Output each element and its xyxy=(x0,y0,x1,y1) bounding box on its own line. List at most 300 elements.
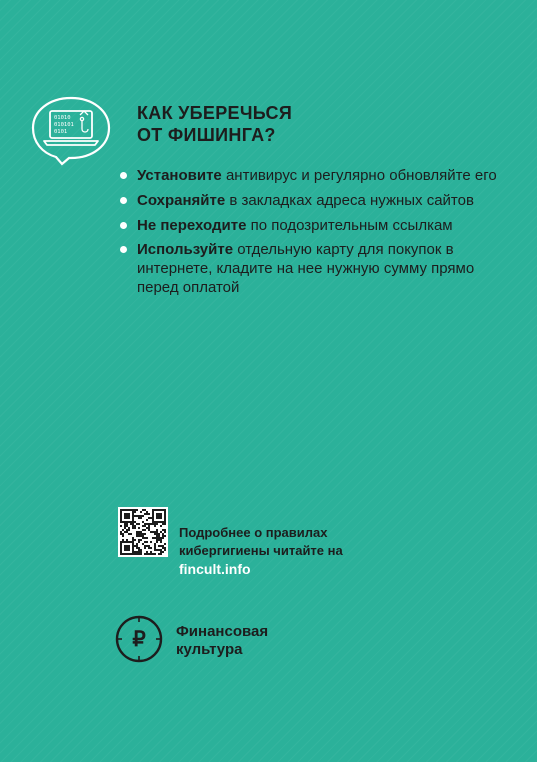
qr-module xyxy=(162,533,164,535)
qr-module xyxy=(120,551,122,553)
qr-module xyxy=(128,541,130,543)
qr-module xyxy=(128,509,130,511)
qr-module xyxy=(162,537,164,539)
qr-module xyxy=(152,519,154,521)
qr-module xyxy=(126,521,128,523)
qr-module xyxy=(128,545,130,547)
qr-module xyxy=(158,549,160,551)
qr-module xyxy=(124,553,126,555)
qr-module xyxy=(140,533,142,535)
qr-module xyxy=(150,523,152,525)
qr-module xyxy=(134,509,136,511)
fishing-hook-icon xyxy=(80,111,88,132)
qr-module xyxy=(138,527,140,529)
qr-module xyxy=(128,547,130,549)
icon-binary-line-3: 0101 xyxy=(54,129,68,135)
qr-module xyxy=(126,539,128,541)
qr-module xyxy=(132,545,134,547)
qr-module xyxy=(124,513,126,515)
qr-module xyxy=(132,551,134,553)
tips-list xyxy=(120,166,515,303)
qr-module xyxy=(160,525,162,527)
qr-module xyxy=(160,531,162,533)
qr-module xyxy=(126,531,128,533)
icon-binary-line-1: 01010 xyxy=(54,115,71,121)
qr-module xyxy=(132,523,134,525)
qr-caption-text: кибергигиены читайте на xyxy=(179,543,343,558)
qr-module xyxy=(148,513,150,515)
qr-module xyxy=(162,535,164,537)
qr-module xyxy=(154,509,156,511)
qr-module xyxy=(132,537,134,539)
qr-module xyxy=(156,537,158,539)
bullet-dot xyxy=(120,172,127,179)
qr-module xyxy=(132,521,134,523)
qr-module xyxy=(130,509,132,511)
logo-line-2: культура xyxy=(176,641,243,658)
qr-module xyxy=(164,509,166,511)
qr-module xyxy=(140,531,142,533)
qr-module xyxy=(150,547,152,549)
qr-module xyxy=(128,533,130,535)
qr-module xyxy=(124,549,126,551)
qr-module xyxy=(138,523,140,525)
qr-module xyxy=(126,517,128,519)
qr-module xyxy=(120,519,122,521)
qr-module xyxy=(140,551,142,553)
qr-module xyxy=(148,547,150,549)
qr-module xyxy=(146,553,148,555)
qr-module xyxy=(152,537,154,539)
qr-module xyxy=(158,535,160,537)
qr-module xyxy=(128,515,130,517)
qr-module xyxy=(124,547,126,549)
qr-module xyxy=(154,525,156,527)
qr-module xyxy=(148,553,150,555)
qr-module xyxy=(132,511,134,513)
laptop-phishing-icon xyxy=(30,95,112,167)
qr-module xyxy=(146,513,148,515)
qr-module xyxy=(138,533,140,535)
qr-module xyxy=(140,553,142,555)
qr-module xyxy=(164,517,166,519)
qr-module xyxy=(134,553,136,555)
qr-module xyxy=(164,511,166,513)
qr-module xyxy=(160,509,162,511)
qr-module xyxy=(158,545,160,547)
qr-module xyxy=(122,539,124,541)
qr-module xyxy=(154,549,156,551)
qr-module xyxy=(160,515,162,517)
title-line-1: КАК УБЕРЕЧЬСЯ xyxy=(137,103,293,123)
qr-module xyxy=(156,517,158,519)
qr-module xyxy=(156,531,158,533)
qr-module xyxy=(158,553,160,555)
qr-module xyxy=(134,551,136,553)
qr-module xyxy=(136,545,138,547)
qr-module xyxy=(152,511,154,513)
qr-module xyxy=(120,517,122,519)
qr-module xyxy=(150,553,152,555)
qr-module xyxy=(132,515,134,517)
qr-module xyxy=(136,515,138,517)
qr-module xyxy=(154,547,156,549)
qr-module xyxy=(130,553,132,555)
qr-module xyxy=(150,541,152,543)
qr-module xyxy=(156,549,158,551)
tip-text: в закладках адреса нужных сайтов xyxy=(225,192,474,209)
qr-module xyxy=(120,521,122,523)
qr-module xyxy=(152,531,154,533)
qr-module xyxy=(144,529,146,531)
qr-module xyxy=(128,521,130,523)
qr-caption-line-1: Подробнее о правилах xyxy=(179,525,328,540)
qr-module xyxy=(132,509,134,511)
qr-module xyxy=(124,515,126,517)
qr-module xyxy=(138,517,140,519)
tip-strong: Используйте xyxy=(137,241,234,258)
qr-caption xyxy=(179,524,343,578)
qr-module xyxy=(156,515,158,517)
qr-module xyxy=(156,509,158,511)
qr-module xyxy=(152,521,154,523)
qr-module xyxy=(160,553,162,555)
qr-module xyxy=(164,531,166,533)
qr-module xyxy=(162,523,164,525)
qr-module xyxy=(122,541,124,543)
qr-module xyxy=(136,547,138,549)
qr-module xyxy=(144,537,146,539)
qr-module xyxy=(120,531,122,533)
qr-module xyxy=(136,535,138,537)
qr-module xyxy=(144,525,146,527)
qr-module xyxy=(134,539,136,541)
qr-module xyxy=(132,539,134,541)
qr-caption-line-2 xyxy=(179,542,343,578)
qr-module xyxy=(152,513,154,515)
qr-module xyxy=(130,523,132,525)
tip-text: отдельную карту для покупок в интернете, кладите на нее нужную сумму прямо перед оплатой xyxy=(137,241,475,296)
qr-module xyxy=(120,533,122,535)
qr-module xyxy=(128,529,130,531)
qr-module xyxy=(126,513,128,515)
qr-module xyxy=(154,543,156,545)
qr-module xyxy=(148,545,150,547)
qr-module xyxy=(162,545,164,547)
qr-module xyxy=(138,547,140,549)
qr-module xyxy=(142,543,144,545)
qr-module xyxy=(146,519,148,521)
qr-module xyxy=(128,549,130,551)
qr-module xyxy=(148,523,150,525)
qr-module xyxy=(134,511,136,513)
qr-module xyxy=(132,527,134,529)
qr-module xyxy=(120,513,122,515)
qr-module xyxy=(120,525,122,527)
qr-module xyxy=(158,513,160,515)
qr-module xyxy=(154,537,156,539)
qr-module xyxy=(144,509,146,511)
qr-module xyxy=(160,513,162,515)
qr-module xyxy=(158,509,160,511)
qr-module xyxy=(148,525,150,527)
qr-module xyxy=(146,545,148,547)
qr-module xyxy=(160,551,162,553)
qr-module xyxy=(126,545,128,547)
icon-binary-line-2: 010101 xyxy=(54,122,74,128)
qr-module xyxy=(120,543,122,545)
qr-module xyxy=(122,533,124,535)
qr-module xyxy=(124,509,126,511)
qr-module xyxy=(164,535,166,537)
bullet-dot xyxy=(120,246,127,253)
page-title xyxy=(137,102,292,146)
qr-module xyxy=(152,517,154,519)
qr-module xyxy=(124,531,126,533)
qr-module xyxy=(146,523,148,525)
qr-module xyxy=(158,515,160,517)
tip-text: антивирус и регулярно обновляйте его xyxy=(221,167,497,184)
qr-module xyxy=(142,525,144,527)
qr-module xyxy=(138,535,140,537)
logo-wordmark xyxy=(176,623,268,659)
qr-module xyxy=(140,511,142,513)
qr-module xyxy=(126,549,128,551)
qr-module xyxy=(134,527,136,529)
qr-module xyxy=(136,533,138,535)
tip-text: по подозрительным ссылкам xyxy=(246,217,453,234)
tip-item xyxy=(120,191,515,210)
qr-module xyxy=(164,543,166,545)
qr-module xyxy=(156,529,158,531)
qr-module xyxy=(132,519,134,521)
qr-module xyxy=(124,521,126,523)
qr-module xyxy=(136,523,138,525)
qr-module xyxy=(130,541,132,543)
qr-module xyxy=(122,509,124,511)
qr-module xyxy=(164,523,166,525)
qr-module xyxy=(144,541,146,543)
qr-module xyxy=(154,523,156,525)
qr-module xyxy=(120,553,122,555)
qr-module xyxy=(140,539,142,541)
qr-module xyxy=(132,553,134,555)
qr-module xyxy=(138,551,140,553)
qr-module xyxy=(144,513,146,515)
qr-module xyxy=(160,545,162,547)
qr-module xyxy=(128,517,130,519)
qr-module xyxy=(148,527,150,529)
qr-module xyxy=(132,547,134,549)
qr-module xyxy=(146,551,148,553)
qr-module xyxy=(126,541,128,543)
qr-code[interactable] xyxy=(118,507,168,557)
qr-module xyxy=(164,513,166,515)
tip-item xyxy=(120,240,515,297)
ruble-symbol: ₽ xyxy=(132,628,146,651)
qr-module xyxy=(156,521,158,523)
qr-module xyxy=(160,539,162,541)
qr-module xyxy=(134,525,136,527)
ruble-logo-icon xyxy=(115,615,163,663)
qr-module xyxy=(156,513,158,515)
qr-module xyxy=(158,521,160,523)
qr-module xyxy=(164,547,166,549)
qr-module xyxy=(146,511,148,513)
qr-module xyxy=(160,521,162,523)
qr-module xyxy=(154,553,156,555)
qr-module xyxy=(138,539,140,541)
qr-module xyxy=(146,527,148,529)
qr-module xyxy=(152,509,154,511)
qr-module xyxy=(144,523,146,525)
qr-module xyxy=(122,521,124,523)
qr-module xyxy=(142,509,144,511)
qr-module xyxy=(156,533,158,535)
qr-module xyxy=(138,531,140,533)
qr-module xyxy=(150,517,152,519)
qr-module xyxy=(132,513,134,515)
qr-module xyxy=(126,525,128,527)
title-line-2: ОТ ФИШИНГА? xyxy=(137,125,276,145)
qr-module xyxy=(158,533,160,535)
qr-module xyxy=(126,523,128,525)
fincult-link[interactable]: fincult.info xyxy=(179,561,251,577)
qr-module xyxy=(158,537,160,539)
qr-module xyxy=(164,515,166,517)
qr-module xyxy=(142,535,144,537)
qr-module xyxy=(140,517,142,519)
qr-module xyxy=(164,521,166,523)
qr-module xyxy=(126,553,128,555)
qr-module xyxy=(158,517,160,519)
qr-module xyxy=(142,537,144,539)
qr-module xyxy=(142,529,144,531)
qr-module xyxy=(164,529,166,531)
qr-module xyxy=(130,521,132,523)
qr-module xyxy=(138,515,140,517)
qr-module xyxy=(140,549,142,551)
qr-module xyxy=(142,515,144,517)
qr-module xyxy=(136,551,138,553)
qr-module xyxy=(126,509,128,511)
qr-module xyxy=(124,527,126,529)
qr-module xyxy=(150,551,152,553)
bullet-dot xyxy=(120,222,127,229)
qr-module xyxy=(134,545,136,547)
qr-module xyxy=(156,523,158,525)
tip-strong: Установите xyxy=(137,167,222,184)
qr-module xyxy=(132,549,134,551)
qr-module xyxy=(134,521,136,523)
qr-module xyxy=(154,521,156,523)
logo-line-1: Финансовая xyxy=(176,623,269,640)
qr-module xyxy=(156,539,158,541)
qr-module xyxy=(148,517,150,519)
qr-module xyxy=(154,531,156,533)
qr-module xyxy=(136,553,138,555)
qr-module xyxy=(146,541,148,543)
qr-module xyxy=(120,515,122,517)
qr-module xyxy=(142,521,144,523)
qr-module xyxy=(162,547,164,549)
qr-module xyxy=(122,553,124,555)
qr-module xyxy=(150,531,152,533)
qr-module xyxy=(120,547,122,549)
qr-module xyxy=(136,531,138,533)
qr-module xyxy=(132,543,134,545)
qr-module xyxy=(120,541,122,543)
qr-module xyxy=(124,517,126,519)
qr-module xyxy=(124,541,126,543)
qr-module xyxy=(162,529,164,531)
qr-module xyxy=(120,511,122,513)
qr-module xyxy=(128,553,130,555)
qr-module xyxy=(138,549,140,551)
qr-module xyxy=(126,547,128,549)
qr-module xyxy=(120,549,122,551)
qr-module xyxy=(152,515,154,517)
qr-module xyxy=(138,541,140,543)
qr-module xyxy=(128,527,130,529)
qr-module xyxy=(148,529,150,531)
qr-module xyxy=(142,533,144,535)
tip-strong: Сохраняйте xyxy=(137,192,226,209)
qr-module xyxy=(154,533,156,535)
qr-module xyxy=(136,509,138,511)
bullet-dot xyxy=(120,197,127,204)
qr-module xyxy=(122,529,124,531)
qr-module xyxy=(144,547,146,549)
qr-module xyxy=(120,509,122,511)
qr-module xyxy=(160,549,162,551)
qr-module xyxy=(136,543,138,545)
qr-module xyxy=(156,541,158,543)
tip-item xyxy=(120,216,515,235)
qr-module xyxy=(144,545,146,547)
qr-module xyxy=(144,553,146,555)
tip-strong: Не переходите xyxy=(137,217,247,234)
qr-module xyxy=(152,523,154,525)
tip-item xyxy=(120,166,515,185)
qr-module xyxy=(158,539,160,541)
qr-module xyxy=(160,537,162,539)
qr-module xyxy=(138,553,140,555)
qr-module xyxy=(126,515,128,517)
qr-module xyxy=(122,535,124,537)
qr-module xyxy=(132,517,134,519)
qr-module xyxy=(124,523,126,525)
qr-module xyxy=(132,541,134,543)
qr-module xyxy=(140,515,142,517)
qr-module xyxy=(154,545,156,547)
qr-module xyxy=(124,545,126,547)
qr-module xyxy=(124,525,126,527)
qr-module xyxy=(126,529,128,531)
qr-module xyxy=(134,515,136,517)
qr-module xyxy=(152,553,154,555)
qr-module xyxy=(144,533,146,535)
qr-module xyxy=(162,521,164,523)
qr-module xyxy=(160,517,162,519)
qr-module xyxy=(162,551,164,553)
qr-module xyxy=(140,535,142,537)
qr-module xyxy=(162,509,164,511)
qr-module xyxy=(130,533,132,535)
qr-module xyxy=(164,519,166,521)
qr-module xyxy=(164,549,166,551)
qr-module xyxy=(160,541,162,543)
